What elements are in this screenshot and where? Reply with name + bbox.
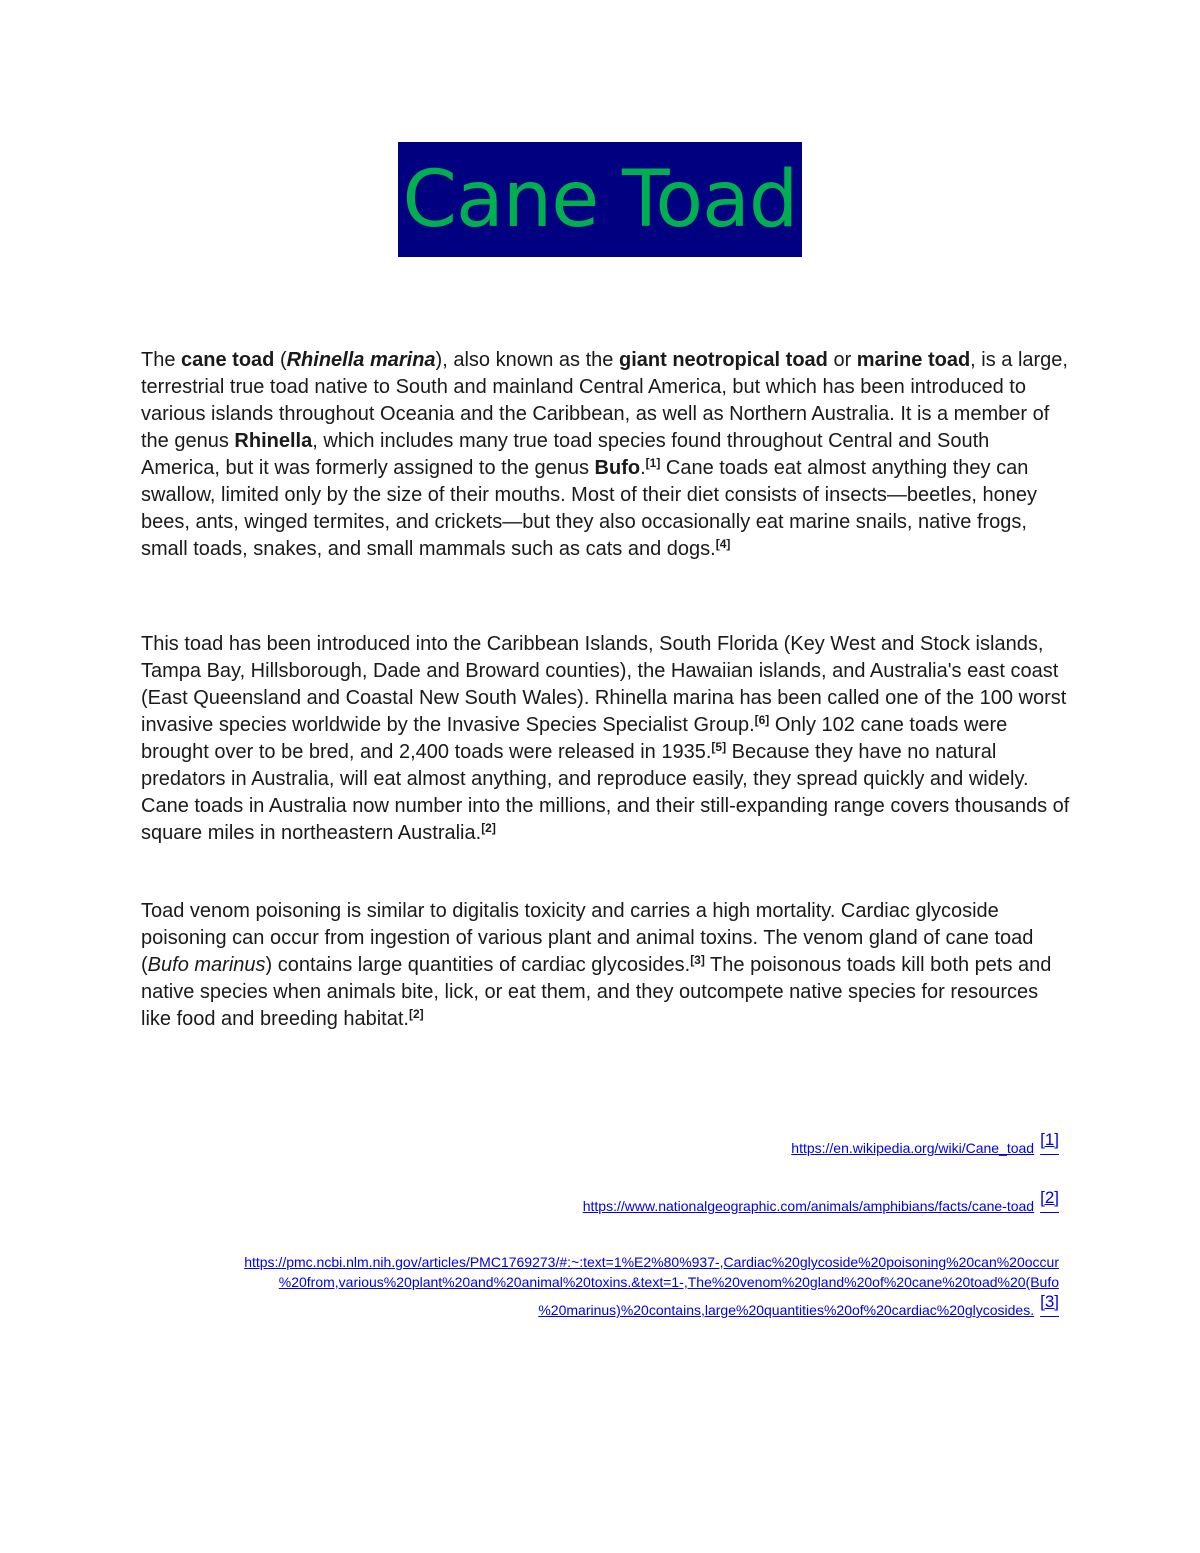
paragraph-venom bbox=[141, 898, 1071, 1033]
reference-link[interactable]: https://pmc.ncbi.nlm.nih.gov/articles/PMC1769273/#:~:text=1%E2%80%937-,Cardiac%20glycoside%20poisoning%20can%20occur bbox=[244, 1254, 1059, 1270]
text-run: This toad has been introduced into the Caribbean Islands, South Florida (Key West and Stock islands, Tampa Bay, Hillsborough, Dade and Broward counties), the Hawaiian islands, and Australia's east coast (East Queensland and Coastal New South Wales). Rhinella marina has been called one of the 100 worst invasive species worldwide by the Invasive Species Specialist Group. bbox=[141, 633, 1067, 736]
text-run: ), also known as the bbox=[435, 349, 619, 371]
text-run: Cane toads eat almost anything they can swallow, limited only by the size of their mouths. Most of their diet consists of insects—beetles, honey bees, ants, winged termites, and crickets—but they also occasionally eat marine snails, native frogs, small toads, snakes, and small mammals such as cats and dogs. bbox=[141, 457, 1037, 560]
reference-link[interactable]: https://www.nationalgeographic.com/animals/amphibians/facts/cane-toad [2] bbox=[582, 1188, 1059, 1214]
bold-term: cane toad bbox=[181, 349, 275, 371]
citation-marker[interactable]: [2] bbox=[408, 1007, 424, 1021]
paragraph-spread bbox=[141, 631, 1071, 847]
page-title: Cane Toad bbox=[402, 154, 798, 245]
text-run: or bbox=[827, 349, 857, 371]
text-run: ) contains large quantities of cardiac glycosides. bbox=[265, 954, 691, 976]
scientific-name: Rhinella marina bbox=[286, 349, 436, 371]
title-banner bbox=[398, 142, 802, 257]
reference-number[interactable]: [2] bbox=[1040, 1188, 1059, 1207]
reference-number[interactable]: [1] bbox=[1040, 1130, 1059, 1149]
reference-2 bbox=[119, 1188, 1059, 1216]
reference-3 bbox=[119, 1252, 1059, 1320]
citation-marker[interactable]: [1] bbox=[645, 456, 661, 470]
text-run: , which includes many true toad species found throughout Central and South America, but it was formerly assigned to the genus bbox=[141, 430, 990, 479]
bold-term: marine toad bbox=[856, 349, 971, 371]
text-run: ( bbox=[274, 349, 287, 371]
reference-link[interactable]: %20marinus)%20contains,large%20quantities%20of%20cardiac%20glycosides. [3] bbox=[538, 1292, 1059, 1318]
citation-marker[interactable]: [3] bbox=[690, 953, 705, 967]
text-run: , is a large, terrestrial true toad native to South and mainland Central America, but which has been introduced to various islands throughout Oceania and the Caribbean, as well as Northern Australia. It is a member of the genus bbox=[141, 349, 1068, 452]
reference-number[interactable]: [3] bbox=[1040, 1292, 1059, 1311]
text-run: The poisonous toads kill both pets and native species when animals bite, lick, or eat them, and they outcompete native species for resources like food and breeding habitat. bbox=[141, 954, 1052, 1030]
text-run: Because they have no natural predators in Australia, will eat almost anything, and reproduce easily, they spread quickly and widely. Cane toads in Australia now number into the millions, and their still-expanding range covers thousands of square miles in northeastern Australia. bbox=[141, 741, 1070, 844]
citation-marker[interactable]: [5] bbox=[711, 740, 727, 754]
text-run: Only 102 cane toads were brought over to be bred, and 2,400 toads were released in 1935. bbox=[141, 714, 1008, 763]
bold-term: Bufo bbox=[594, 457, 641, 479]
reference-link[interactable]: https://en.wikipedia.org/wiki/Cane_toad [1] bbox=[791, 1130, 1059, 1156]
scientific-name: Bufo marinus bbox=[147, 954, 266, 976]
citation-marker[interactable]: [6] bbox=[754, 713, 770, 727]
citation-marker[interactable]: [4] bbox=[715, 537, 731, 551]
text-run: The bbox=[141, 349, 182, 371]
bold-term: Rhinella bbox=[234, 430, 313, 452]
reference-1 bbox=[119, 1130, 1059, 1158]
citation-marker[interactable]: [2] bbox=[481, 821, 496, 835]
paragraph-intro bbox=[141, 347, 1071, 563]
text-run: Toad venom poisoning is similar to digitalis toxicity and carries a high mortality. Cardiac glycoside poisoning can occur from ingestion of various plant and animal toxins. The venom gland of cane toad ( bbox=[141, 900, 1034, 976]
text-run: . bbox=[640, 457, 646, 479]
bold-term: giant neotropical toad bbox=[618, 349, 828, 371]
reference-link[interactable]: %20from,various%20plant%20and%20animal%20toxins.&text=1-,The%20venom%20gland%20of%20cane%20toad%20(Bufo bbox=[278, 1274, 1059, 1290]
